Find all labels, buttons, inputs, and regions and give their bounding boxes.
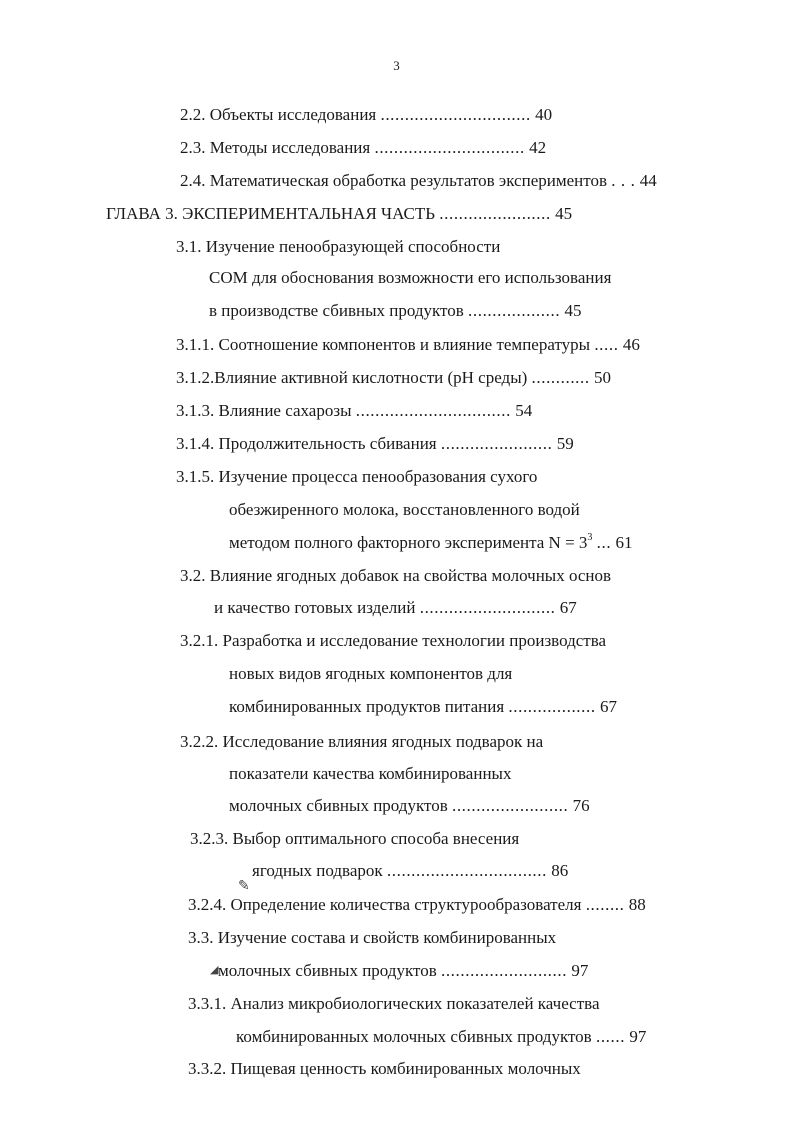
toc-leader-dots: ...............................: [380, 105, 531, 124]
toc-leader-dots: ............: [531, 368, 590, 387]
toc-entry-text: 3.2.1. Разработка и исследование технологии производства: [180, 631, 607, 650]
toc-page-number: 86: [551, 861, 569, 880]
toc-line: [190, 829, 519, 849]
toc-line: [188, 928, 556, 948]
toc-line: [180, 171, 657, 191]
toc-leader-dots: ...................: [468, 301, 561, 320]
toc-entry-text: комбинированных продуктов питания: [229, 697, 505, 716]
toc-entry-text: 3.3. Изучение состава и свойств комбинированных: [188, 928, 557, 947]
toc-line: [180, 105, 552, 125]
toc-line: [229, 764, 511, 784]
toc-line: [229, 796, 590, 816]
toc-entry-text: 3.1. Изучение пенообразующей способности: [176, 237, 501, 256]
toc-leader-dots: ......: [595, 1027, 626, 1046]
toc-line: [180, 631, 606, 651]
toc-line: [176, 467, 537, 487]
toc-entry-text: 3.1.4. Продолжительность сбивания: [176, 434, 437, 453]
toc-entry-text: показатели качества комбинированных: [229, 764, 512, 783]
toc-entry-text: СОМ для обоснования возможности его использования: [209, 268, 612, 287]
toc-entry-text: 2.2. Объекты исследования: [180, 105, 377, 124]
toc-line: [236, 1027, 646, 1047]
toc-page-number: 45: [555, 204, 573, 223]
toc-line: [180, 566, 611, 586]
toc-entry-text: 3.2. Влияние ягодных добавок на свойства молочных основ: [180, 566, 612, 585]
toc-superscript: 3: [587, 532, 593, 544]
toc-entry-text: 2.3. Методы исследования: [180, 138, 371, 157]
toc-page-number: 88: [628, 895, 646, 914]
toc-page-number: 61: [615, 533, 633, 552]
toc-entry-text: молочных сбивных продуктов: [229, 796, 448, 815]
page-number: 3: [393, 58, 400, 73]
toc-leader-dots: .......................: [439, 204, 551, 223]
toc-entry-text: 3.2.2. Исследование влияния ягодных подварок на: [180, 732, 544, 751]
toc-page-number: 67: [559, 598, 577, 617]
toc-page-number: 97: [571, 961, 589, 980]
toc-entry-text: новых видов ягодных компонентов для: [229, 664, 513, 683]
toc-entry-text: 3.1.1. Соотношение компонентов и влияние температуры: [176, 335, 591, 354]
toc-line: [252, 861, 568, 881]
toc-line: [214, 598, 577, 618]
toc-entry-text: 3.1.3. Влияние сахарозы: [176, 401, 352, 420]
toc-leader-dots: ..................: [508, 697, 596, 716]
toc-line: [229, 500, 580, 520]
toc-line: [229, 697, 617, 717]
toc-line: [209, 301, 581, 321]
pen-mark-icon: ✎: [238, 879, 250, 894]
toc-leader-dots: ........................: [451, 796, 569, 815]
toc-entry-text: ГЛАВА 3. ЭКСПЕРИМЕНТАЛЬНАЯ ЧАСТЬ: [106, 204, 436, 223]
toc-entry-text: ягодных подварок: [252, 861, 383, 880]
toc-line: [229, 533, 632, 553]
toc-entry-text: 3.1.5. Изучение процесса пенообразования сухого: [176, 467, 538, 486]
toc-line: [188, 994, 600, 1014]
toc-entry-text: молочных сбивных продуктов: [218, 961, 437, 980]
toc-leader-dots: ...: [596, 533, 612, 552]
toc-entry-text: 3.3.2. Пищевая ценность комбинированных молочных: [188, 1059, 581, 1078]
toc-line: [176, 401, 532, 421]
toc-entry-text: 3.1.2.Влияние активной кислотности (рН среды): [176, 368, 528, 387]
toc-page-number: 44: [639, 171, 657, 190]
toc-entry-text: в производстве сбивных продуктов: [209, 301, 464, 320]
toc-entry-text: и качество готовых изделий: [214, 598, 416, 617]
toc-leader-dots: ...............................: [374, 138, 525, 157]
toc-page-number: 50: [593, 368, 611, 387]
toc-line: [180, 732, 543, 752]
toc-leader-dots: . . .: [611, 171, 636, 190]
toc-entry-text: методом полного факторного эксперимента N = 3: [229, 533, 588, 552]
toc-entry-text: 3.2.4. Определение количества структурообразователя: [188, 895, 582, 914]
toc-leader-dots: .................................: [386, 861, 547, 880]
toc-page-number: 59: [556, 434, 574, 453]
ink-speck-icon: ◢: [210, 964, 219, 976]
toc-entry-text: 2.4. Математическая обработка результатов экспериментов: [180, 171, 607, 190]
toc-leader-dots: ................................: [355, 401, 511, 420]
toc-line: [180, 138, 546, 158]
toc-leader-dots: .......................: [440, 434, 553, 453]
toc-entry-text: обезжиренного молока, восстановленного водой: [229, 500, 580, 519]
toc-entry-text: 3.3.1. Анализ микробиологических показателей качества: [188, 994, 600, 1013]
toc-page-number: 97: [629, 1027, 647, 1046]
toc-leader-dots: ........: [585, 895, 625, 914]
toc-page-number: 42: [529, 138, 547, 157]
toc-line: [229, 664, 512, 684]
toc-line: [209, 268, 611, 288]
toc-line: [176, 368, 611, 388]
toc-line: [188, 895, 646, 915]
toc-line: [106, 204, 572, 224]
toc-leader-dots: ..........................: [440, 961, 568, 980]
toc-page-number: 54: [515, 401, 533, 420]
toc-leader-dots: ............................: [419, 598, 556, 617]
toc-leader-dots: .....: [594, 335, 619, 354]
toc-line: [188, 1059, 581, 1079]
toc-page-number: 40: [535, 105, 553, 124]
toc-page-number: 45: [564, 301, 582, 320]
toc-page-number: 76: [572, 796, 590, 815]
toc-line: [176, 335, 640, 355]
toc-page-number: 67: [599, 697, 617, 716]
toc-entry-text: комбинированных молочных сбивных продуктов: [236, 1027, 592, 1046]
toc-entry-text: 3.2.3. Выбор оптимального способа внесения: [190, 829, 520, 848]
toc-line: [176, 237, 500, 257]
toc-line: [176, 434, 574, 454]
toc-page-number: 46: [622, 335, 640, 354]
toc-line: [218, 961, 588, 981]
